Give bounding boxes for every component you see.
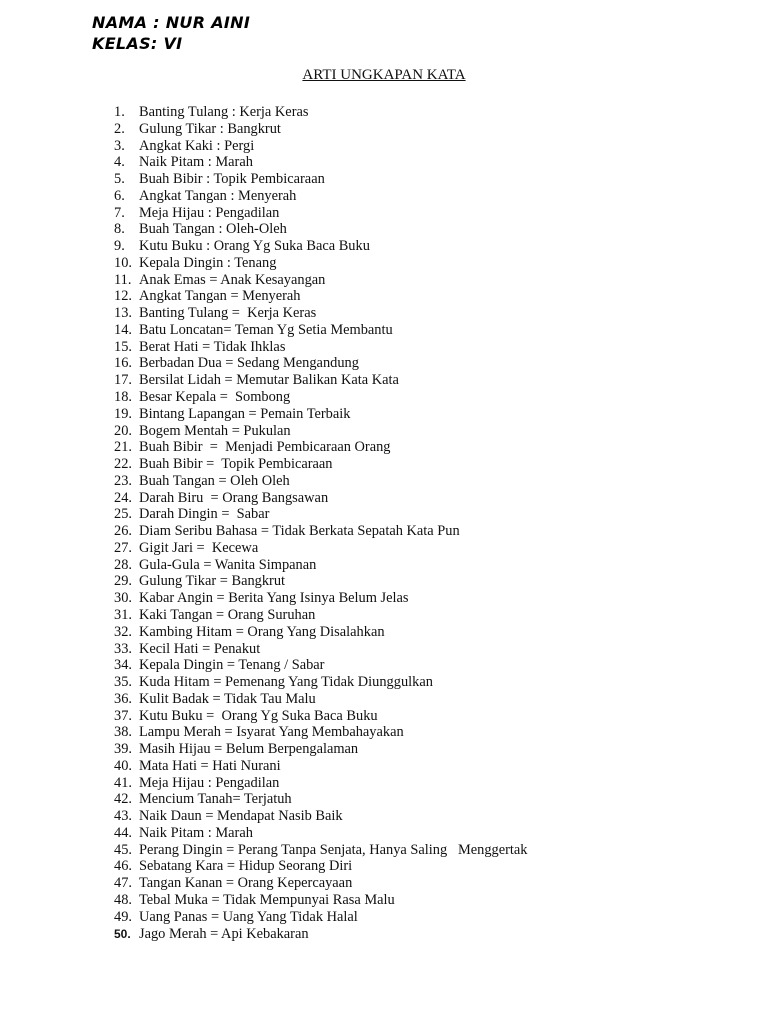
list-item [114, 858, 528, 875]
list-item-number: 9. [114, 238, 125, 255]
list-item-text: Buah Bibir = Menjadi Pembicaraan Orang [139, 439, 391, 456]
list-item [114, 305, 528, 322]
list-item-number: 2. [114, 120, 125, 137]
list-item-number: 33. [114, 640, 132, 657]
list-item-text: Kabar Angin = Berita Yang Isinya Belum Jelas [139, 590, 409, 607]
list-item-text: Tangan Kanan = Orang Kepercayaan [139, 875, 353, 892]
document-title-text: ARTI UNGKAPAN KATA [302, 67, 466, 83]
list-item-text: Meja Hijau : Pengadilan [139, 204, 280, 221]
list-item [114, 188, 528, 205]
list-item [114, 423, 528, 440]
list-item-number: 16. [114, 355, 132, 372]
list-item-text: Berat Hati = Tidak Ihklas [139, 338, 286, 355]
list-item-text: Lampu Merah = Isyarat Yang Membahayakan [139, 724, 404, 741]
list-item-number: 20. [114, 422, 132, 439]
list-item-number: 7. [114, 204, 125, 221]
list-item-number: 42. [114, 791, 132, 808]
list-item-number: 3. [114, 137, 125, 154]
list-item [114, 473, 528, 490]
list-item-text: Bersilat Lidah = Memutar Balikan Kata Kata [139, 372, 399, 389]
list-item [114, 842, 528, 859]
list-item-number: 27. [114, 539, 132, 556]
list-item-number: 19. [114, 405, 132, 422]
list-item-text: Gula-Gula = Wanita Simpanan [139, 556, 317, 573]
list-item-text: Buah Tangan : Oleh-Oleh [139, 221, 287, 238]
list-item-number: 37. [114, 707, 132, 724]
list-item-number: 32. [114, 623, 132, 640]
list-item-number: 15. [114, 338, 132, 355]
list-item-number: 49. [114, 908, 132, 925]
list-item-text: Gulung Tikar : Bangkrut [139, 120, 281, 137]
list-item-text: Kecil Hati = Penakut [139, 640, 261, 657]
list-item [114, 573, 528, 590]
list-item-number: 28. [114, 556, 132, 573]
list-item [114, 255, 528, 272]
list-item-text: Berbadan Dua = Sedang Mengandung [139, 355, 359, 372]
list-item-number: 50. [114, 926, 131, 941]
list-item-text: Buah Tangan = Oleh Oleh [139, 472, 290, 489]
list-item-number: 5. [114, 171, 125, 188]
list-item-number: 25. [114, 506, 132, 523]
list-item [114, 657, 528, 674]
list-item-text: Kuda Hitam = Pemenang Yang Tidak Diunggulkan [139, 674, 433, 691]
list-item [114, 104, 528, 121]
list-item [114, 171, 528, 188]
list-item [114, 540, 528, 557]
list-item-text: Kulit Badak = Tidak Tau Malu [139, 690, 316, 707]
list-item-number: 23. [114, 472, 132, 489]
list-item-text: Banting Tulang : Kerja Keras [139, 104, 309, 120]
list-item [114, 121, 528, 138]
list-item [114, 691, 528, 708]
list-item-number: 18. [114, 389, 132, 406]
list-item [114, 272, 528, 289]
student-name: NAMA : NUR AINI [92, 13, 251, 32]
list-item-text: Bintang Lapangan = Pemain Terbaik [139, 405, 351, 422]
student-header [92, 12, 250, 54]
list-item [114, 808, 528, 825]
list-item-text: Mencium Tanah= Terjatuh [139, 791, 292, 808]
list-item-number: 48. [114, 891, 132, 908]
list-item-text: Sebatang Kara = Hidup Seorang Diri [139, 858, 353, 875]
list-item [114, 791, 528, 808]
list-item [114, 221, 528, 238]
list-item-text: Buah Bibir = Topik Pembicaraan [139, 456, 333, 473]
list-item-number: 30. [114, 590, 132, 607]
list-item [114, 724, 528, 741]
list-item-number: 8. [114, 221, 125, 238]
list-item-number: 45. [114, 841, 132, 858]
list-item-number: 43. [114, 808, 132, 825]
list-item-text: Banting Tulang = Kerja Keras [139, 305, 317, 322]
list-item-text: Batu Loncatan= Teman Yg Setia Membantu [139, 321, 393, 338]
list-item-text: Masih Hijau = Belum Berpengalaman [139, 741, 359, 758]
list-item-text: Tebal Muka = Tidak Mempunyai Rasa Malu [139, 891, 395, 908]
list-item [114, 389, 528, 406]
list-item [114, 825, 528, 842]
list-item-number: 26. [114, 523, 132, 540]
list-item-text: Kepala Dingin : Tenang [139, 254, 277, 271]
list-item [114, 439, 528, 456]
list-item [114, 892, 528, 909]
list-item [114, 775, 528, 792]
list-item-text: Bogem Mentah = Pukulan [139, 422, 291, 439]
list-item [114, 674, 528, 691]
list-item-number: 11. [114, 271, 132, 288]
list-item-text: Jago Merah = Api Kebakaran [139, 925, 309, 942]
list-item [114, 406, 528, 423]
list-item [114, 322, 528, 339]
list-item-number: 40. [114, 757, 132, 774]
list-item-number: 34. [114, 657, 132, 674]
list-item-number: 44. [114, 824, 132, 841]
list-item [114, 607, 528, 624]
list-item-text: Naik Pitam : Marah [139, 154, 253, 171]
list-item-number: 14. [114, 321, 132, 338]
list-item-number: 29. [114, 573, 132, 590]
list-item [114, 758, 528, 775]
list-item-text: Meja Hijau : Pengadilan [139, 774, 280, 791]
list-item [114, 372, 528, 389]
list-item-text: Gigit Jari = Kecewa [139, 539, 259, 556]
list-item-text: Mata Hati = Hati Nurani [139, 757, 281, 774]
list-item-text: Diam Seribu Bahasa = Tidak Berkata Sepatah Kata Pun [139, 523, 460, 540]
list-item-number: 41. [114, 774, 132, 791]
list-item [114, 909, 528, 926]
list-item [114, 506, 528, 523]
list-item [114, 490, 528, 507]
list-item [114, 288, 528, 305]
document-title [0, 66, 768, 84]
list-item-text: Anak Emas = Anak Kesayangan [139, 271, 326, 288]
idiom-list [114, 104, 528, 942]
list-item [114, 523, 528, 540]
list-item-number: 21. [114, 439, 132, 456]
list-item-number: 38. [114, 724, 132, 741]
list-item-number: 22. [114, 456, 132, 473]
list-item-text: Darah Dingin = Sabar [139, 506, 270, 523]
list-item-number: 46. [114, 858, 132, 875]
list-item-text: Besar Kepala = Sombong [139, 389, 291, 406]
list-item [114, 926, 528, 943]
list-item [114, 339, 528, 356]
list-item [114, 238, 528, 255]
list-item-number: 12. [114, 288, 132, 305]
list-item [114, 205, 528, 222]
list-item [114, 154, 528, 171]
list-item-number: 39. [114, 741, 132, 758]
list-item-text: Kambing Hitam = Orang Yang Disalahkan [139, 623, 385, 640]
list-item [114, 138, 528, 155]
list-item-number: 1. [114, 104, 125, 120]
list-item-text: Buah Bibir : Topik Pembicaraan [139, 171, 325, 188]
list-item-text: Kutu Buku = Orang Yg Suka Baca Buku [139, 707, 378, 724]
list-item-number: 24. [114, 489, 132, 506]
list-item-text: Naik Pitam : Marah [139, 824, 253, 841]
list-item-text: Angkat Kaki : Pergi [139, 137, 255, 154]
student-class: KELAS: VI [92, 34, 183, 53]
list-item-number: 13. [114, 305, 132, 322]
list-item-text: Uang Panas = Uang Yang Tidak Halal [139, 908, 358, 925]
list-item-number: 10. [114, 254, 132, 271]
list-item-text: Angkat Tangan : Menyerah [139, 187, 297, 204]
list-item [114, 875, 528, 892]
list-item-number: 6. [114, 187, 125, 204]
list-item [114, 624, 528, 641]
list-item-text: Angkat Tangan = Menyerah [139, 288, 301, 305]
list-item-number: 31. [114, 606, 132, 623]
list-item [114, 355, 528, 372]
list-item-number: 36. [114, 690, 132, 707]
list-item-number: 17. [114, 372, 132, 389]
list-item-text: Kepala Dingin = Tenang / Sabar [139, 657, 325, 674]
list-item-text: Kutu Buku : Orang Yg Suka Baca Buku [139, 238, 370, 255]
list-item [114, 456, 528, 473]
list-item [114, 557, 528, 574]
list-item-text: Kaki Tangan = Orang Suruhan [139, 606, 316, 623]
list-item [114, 641, 528, 658]
list-item [114, 741, 528, 758]
list-item-text: Gulung Tikar = Bangkrut [139, 573, 286, 590]
list-item-number: 4. [114, 154, 125, 171]
list-item-text: Naik Daun = Mendapat Nasib Baik [139, 808, 343, 825]
list-item-number: 35. [114, 674, 132, 691]
list-item [114, 590, 528, 607]
list-item [114, 708, 528, 725]
list-item-text: Perang Dingin = Perang Tanpa Senjata, Hanya Saling Menggertak [139, 841, 528, 858]
list-item-number: 47. [114, 875, 132, 892]
list-item-text: Darah Biru = Orang Bangsawan [139, 489, 329, 506]
